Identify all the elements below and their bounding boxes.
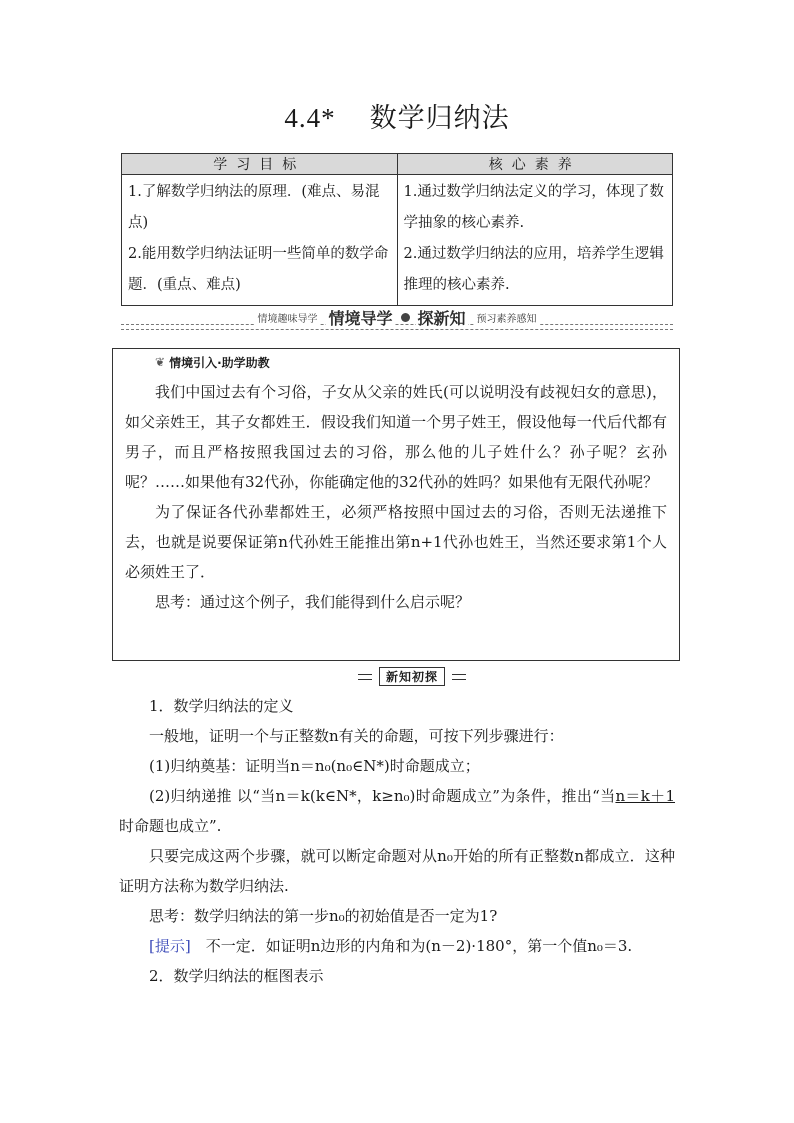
intro-paragraph-2: 为了保证各代孙辈都姓王，必须严格按照中国过去的习俗，否则无法递推下去，也就是说要保证第n代孙姓王能推出第n+1代孙也姓王，当然还要求第1个人必须姓王了． (125, 503, 667, 581)
step-2-text-a: (2)归纳递推 以“当n＝k(k∈N*，k≥n₀)时命题成立”为条件，推出“当 (149, 787, 616, 805)
main-content (119, 691, 675, 991)
step-2-underlined: n＝k＋1 (615, 787, 675, 805)
intro-paragraph-3: 思考：通过这个例子，我们能得到什么启示呢？ (155, 593, 471, 611)
conclusion: 只要完成这两个步骤，就可以断定命题对从n₀开始的所有正整数n都成立．这种证明方法称为数学归纳法. (119, 847, 675, 895)
core-literacy-2: 2.通过数学归纳法的应用，培养学生逻辑推理的核心素养. (403, 246, 664, 293)
think-question: 思考：数学归纳法的第一步n₀的初始值是否一定为1? (149, 907, 498, 925)
goals-table (121, 153, 673, 306)
page-title (0, 96, 794, 135)
banner-dot-icon (401, 313, 410, 322)
section-2-title: 2．数学归纳法的框图表示 (149, 967, 324, 985)
learning-goals-cell (122, 175, 398, 306)
step-2 (119, 781, 675, 841)
banner-right-small: 预习素养感知 (474, 310, 540, 325)
step-1: (1)归纳奠基：证明当n＝n₀(n₀∈N*)时命题成立； (149, 757, 480, 775)
leaf-icon: ❦ (155, 355, 166, 369)
core-literacy-cell (397, 175, 673, 306)
core-literacy-1: 1.通过数学归纳法定义的学习，体现了数学抽象的核心素养. (403, 184, 664, 231)
hint-text: 不一定．如证明n边形的内角和为(n－2)·180°，第一个值n₀＝3. (205, 937, 633, 955)
banner-main-right: 探新知 (416, 306, 468, 329)
banner-main-left: 情境导学 (326, 306, 394, 329)
intro-tag (155, 353, 667, 371)
intro-paragraph-1: 我们中国过去有个习俗，子女从父亲的姓氏(可以说明没有歧视妇女的意思)，如父亲姓王，其子女都姓王．假设我们知道一个男子姓王，假设他每一代后代都有男子，而且严格按照我国过去的习俗，那么他的儿子姓什么？孙子呢？玄孙呢？……如果他有32代孙，你能确定他的32代孙的姓吗？如果他有无限代孙呢？ (125, 383, 667, 491)
section-banner (121, 306, 673, 328)
hint (119, 931, 675, 961)
new-knowledge-label: 新知初探 (379, 667, 445, 686)
learning-goal-2: 2.能用数学归纳法证明一些简单的数学命题．(重点、难点) (128, 246, 389, 293)
heading-right-bar (452, 674, 466, 680)
intro-box (112, 348, 680, 661)
section-title: 数学归纳法 (369, 103, 510, 134)
section-1-intro: 一般地，证明一个与正整数n有关的命题，可按下列步骤进行： (149, 727, 564, 745)
banner-left-small: 情境趣味导学 (254, 310, 320, 325)
step-2-text-b: 时命题也成立”. (119, 817, 222, 835)
intro-tag-label: 情境引入·助学助教 (169, 355, 270, 370)
hint-label: [提示] (149, 937, 191, 955)
learning-goal-1: 1.了解数学归纳法的原理．(难点、易混点) (128, 184, 380, 231)
header-learning-goals: 学习目标 (122, 154, 398, 175)
section-1-title: 1．数学归纳法的定义 (149, 697, 294, 715)
banner-rule (121, 324, 673, 330)
new-knowledge-heading (358, 667, 466, 685)
header-core-literacy: 核心素养 (397, 154, 673, 175)
section-number: 4.4* (284, 103, 336, 133)
heading-left-bar (358, 674, 372, 680)
